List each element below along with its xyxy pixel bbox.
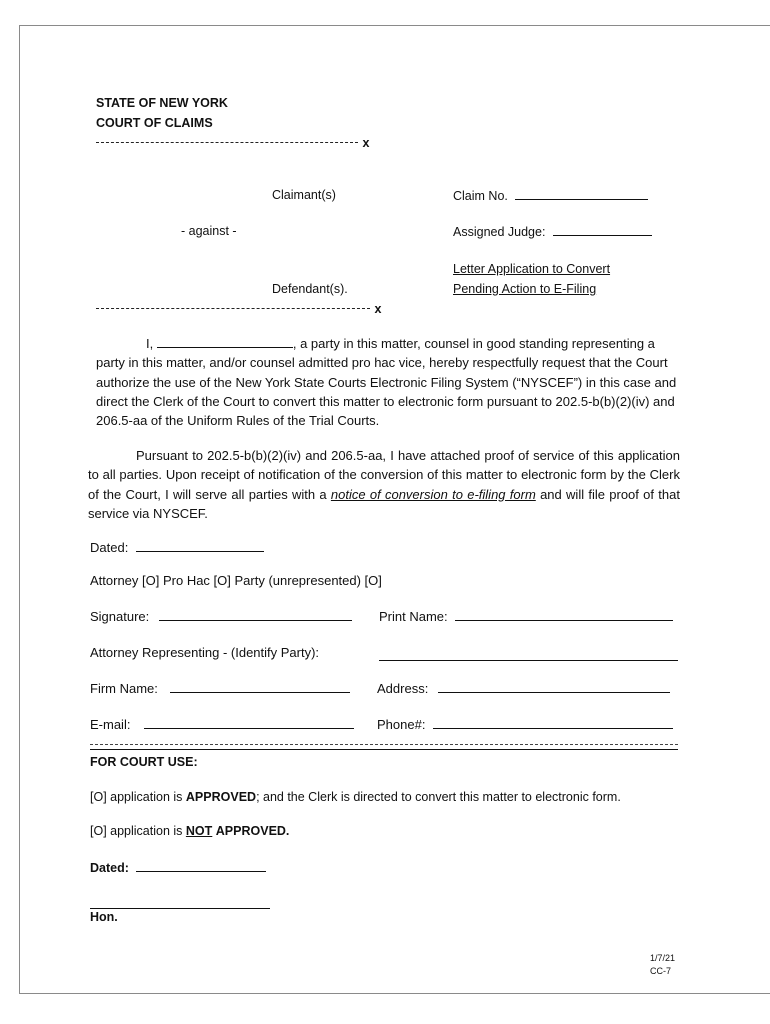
caption-bottom-divider [96,300,381,318]
approved-suffix: ; and the Clerk is directed to convert this matter to electronic form. [256,790,621,804]
dated-row [90,540,264,555]
court-dated-row [90,860,266,875]
email-row [90,717,354,732]
state-heading: STATE OF NEW YORK [96,96,228,110]
court-dated-field[interactable] [136,860,266,872]
not-approved-suffix: APPROVED. [215,824,290,838]
print-name-label: Print Name: [379,609,448,624]
footer-date: 1/7/21 [650,953,676,963]
signature-row [90,609,352,624]
party-name-field[interactable] [157,336,293,348]
approved-option[interactable] [90,790,621,804]
paragraph1-lead: I, [146,336,154,351]
dated-label: Dated: [90,540,129,555]
address-field[interactable] [438,681,670,693]
approved-word: APPROVED [185,790,257,804]
hon-label: Hon. [90,910,118,924]
claim-no-field[interactable] [515,188,648,200]
not-approved-option[interactable] [90,824,289,838]
against-text: - against - [181,224,237,238]
paragraph1-body: , a party in this matter, counsel in good standing representing a party in this matter, and/or counsel admitted pro hac vice, hereby respectfully request that the Court authorize the use of the New York State Courts Electronic Filing System (“NYSCEF”) in this case and direct the Clerk of the Court to convert this matter to electronic form pursuant to 202.5-b(b)(2)(iv) and 206.5-aa of the Uniform Rules of the Trial Courts. [96,336,677,429]
notice-of-conversion-link[interactable]: notice of conversion to e-filing form [330,486,536,502]
court-heading: COURT OF CLAIMS [96,116,213,130]
not-word: NOT [185,824,213,838]
address-row [377,681,670,696]
service-paragraph [88,446,680,523]
phone-label: Phone#: [377,717,426,732]
representing-field[interactable] [379,649,678,661]
footer-form-number: CC-7 [650,966,672,976]
approved-prefix: [O] application is [90,790,183,804]
print-name-field[interactable] [455,609,673,621]
email-field[interactable] [144,717,354,729]
representing-label: Attorney Representing - (Identify Party): [90,645,320,660]
email-label: E-mail: [90,717,131,732]
signature-field[interactable] [159,609,352,621]
document-title-line2: Pending Action to E-Filing [453,282,597,296]
role-selection[interactable]: Attorney [O] Pro Hac [O] Party (unrepresented) [O] [90,573,382,588]
firm-label: Firm Name: [90,681,158,696]
phone-field[interactable] [433,717,673,729]
assigned-judge-label: Assigned Judge: [453,225,546,239]
dated-field[interactable] [136,540,264,552]
caption-bottom-x: x [374,302,382,316]
court-dated-label: Dated: [90,861,129,875]
assigned-judge-field[interactable] [553,224,652,236]
claim-no-row [453,188,648,203]
address-label: Address: [377,681,429,696]
caption-top-divider [96,134,369,152]
firm-row [90,681,350,696]
firm-field[interactable] [170,681,350,693]
phone-row [377,717,673,732]
court-use-dashed-divider [90,744,678,745]
signature-label: Signature: [90,609,150,624]
paragraph2-tail: and will file proof of that service via NYSCEF. [88,486,680,521]
defendant-label: Defendant(s). [272,282,348,296]
claimant-label: Claimant(s) [272,188,336,202]
claim-no-label: Claim No. [453,189,508,203]
representing-row [379,648,678,666]
not-approved-prefix: [O] application is [90,824,183,838]
paragraph2-body: Pursuant to 202.5-b(b)(2)(iv) and 206.5-aa, I have attached proof of service of this application to all parties. Upon receipt of notification of the conversion of this matter to electronic form by the Clerk of the Court, I will serve all parties with a [88,448,680,502]
request-paragraph [96,334,682,430]
document-title-line1: Letter Application to Convert [453,262,611,276]
caption-top-x: x [362,136,370,150]
court-use-solid-divider [90,749,678,750]
assigned-judge-row [453,224,652,239]
print-name-row [379,609,673,624]
judge-signature-field[interactable] [90,897,270,909]
court-use-heading: FOR COURT USE: [90,755,198,769]
